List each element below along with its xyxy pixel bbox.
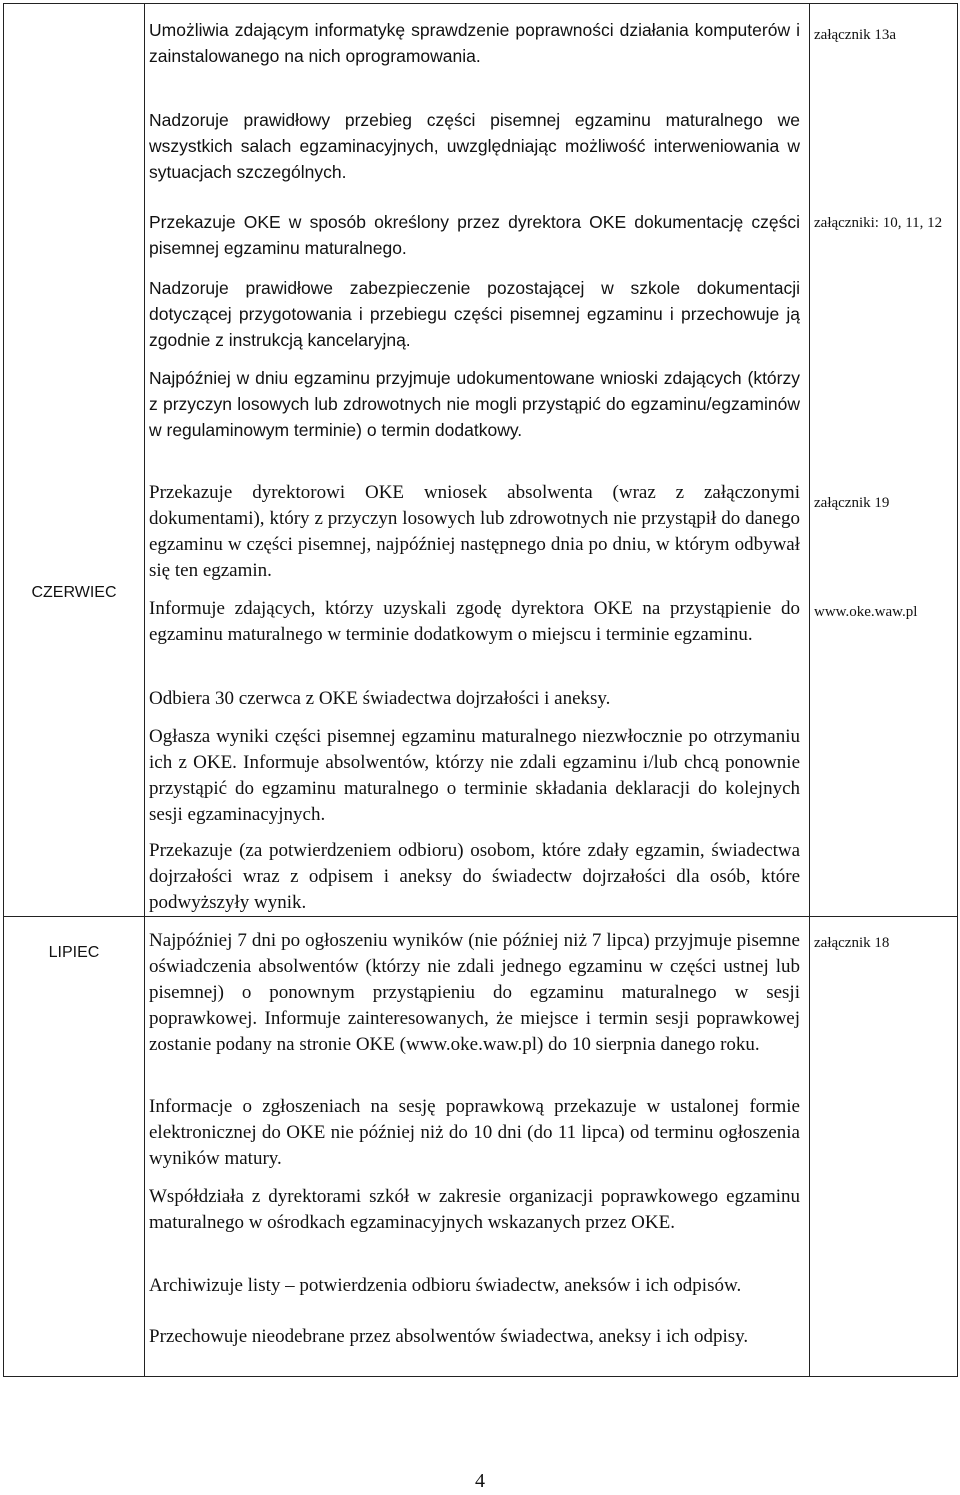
row-divider (4, 916, 957, 917)
task-paragraph (149, 928, 800, 1058)
paragraph-text: Najpóźniej 7 dni po ogłoszeniu wyników (nie później niż 7 lipca) przyjmuje pisemne oświadczenia absolwentów (którzy nie zdali jednego egzaminu w części ustnej lub pisemnej) o ponownym przystąpieniu do egzaminu maturalnego w sesji poprawkowej. Informuje zainteresowanych, że miejsce i termin sesji poprawkowej zostanie podany na stronie OKE ( (149, 930, 800, 1055)
task-paragraph: Informacje o zgłoszeniach na sesję poprawkową przekazuje w ustalonej formie elektronicznej do OKE nie później niż do 10 dni (do 11 lipca) od terminu ogłoszenia wyników matury. (149, 1096, 800, 1169)
task-paragraph: Przekazuje OKE w sposób określony przez dyrektora OKE dokumentację części pisemnej egzaminu maturalnego. (149, 212, 800, 258)
page-number: 4 (475, 1470, 485, 1492)
task-paragraph: Przekazuje dyrektorowi OKE wniosek absolwenta (wraz z załączonymi dokumentami), który z przyczyn losowych lub zdrowotnych nie przystąpił do danego egzaminu w części pisemnej, najpóźniej następnego dnia po dniu, w którym odbywał się ten egzamin. (149, 482, 800, 581)
column-divider-notes (809, 4, 810, 1376)
task-paragraph: Informuje zdających, którzy uzyskali zgodę dyrektora OKE na przystąpienie do egzaminu maturalnego w terminie dodatkowym o miejscu i terminie egzaminu. (149, 598, 800, 645)
task-paragraph: Odbiera 30 czerwca z OKE świadectwa dojrzałości i aneksy. (149, 688, 611, 709)
task-paragraph: Współdziała z dyrektorami szkół w zakresie organizacji poprawkowego egzaminu maturalnego w ośrodkach egzaminacyjnych wskazanych przez OKE. (149, 1186, 800, 1233)
task-paragraph: Najpóźniej w dniu egzaminu przyjmuje udokumentowane wnioski zdających (którzy z przyczyn losowych lub zdrowotnych nie mogli przystąpić do egzaminu/egzaminów w regulaminowym terminie) o termin dodatkowy. (149, 368, 800, 440)
paragraph-text: ) do 10 sierpnia danego roku. (537, 1034, 760, 1055)
month-label-czerwiec: CZERWIEC (31, 584, 117, 601)
attachment-note: załącznik 19 (814, 495, 890, 511)
task-paragraph: Nadzoruje prawidłowy przebieg części pisemnej egzaminu maturalnego we wszystkich salach egzaminacyjnych, uwzględniając możliwość interweniowania w sytuacjach szczególnych. (149, 110, 800, 182)
attachment-note: załącznik 18 (814, 935, 890, 951)
task-paragraph: Umożliwia zdającym informatykę sprawdzenie poprawności działania komputerów i zainstalowanego na nich oprogramowania. (149, 20, 800, 66)
column-divider-month (144, 4, 145, 1376)
oke-website-link[interactable]: www.oke.waw.pl (814, 604, 918, 620)
attachment-note: załącznik 13a (814, 27, 897, 43)
month-label-lipiec: LIPIEC (48, 944, 100, 961)
task-paragraph: Ogłasza wyniki części pisemnej egzaminu maturalnego niezwłocznie po otrzymaniu ich z OKE. Informuje absolwentów, którzy nie zdali egzaminu i/lub chcą ponownie przystąpić do egzaminu maturalnego o terminie składania deklaracji do kolejnych sesji egzaminacyjnych. (149, 726, 800, 825)
task-paragraph: Nadzoruje prawidłowe zabezpieczenie pozostającej w szkole dokumentacji dotyczącej przygotowania i przebiegu części pisemnej egzaminu i przechowuje ją zgodnie z instrukcją kancelaryjną. (149, 278, 800, 350)
task-paragraph: Przekazuje (za potwierdzeniem odbioru) osobom, które zdały egzamin, świadectwa dojrzałości wraz z odpisem i aneksy do świadectw dojrzałości dla osób, które podwyższyły wynik. (149, 840, 800, 913)
oke-website-link[interactable]: www.oke.waw.pl (405, 1034, 538, 1055)
attachment-note: załączniki: 10, 11, 12 (814, 215, 943, 231)
task-paragraph: Przechowuje nieodebrane przez absolwentów świadectwa, aneksy i ich odpisy. (149, 1326, 749, 1347)
task-paragraph: Archiwizuje listy – potwierdzenia odbioru świadectw, aneksów i ich odpisów. (149, 1275, 742, 1296)
